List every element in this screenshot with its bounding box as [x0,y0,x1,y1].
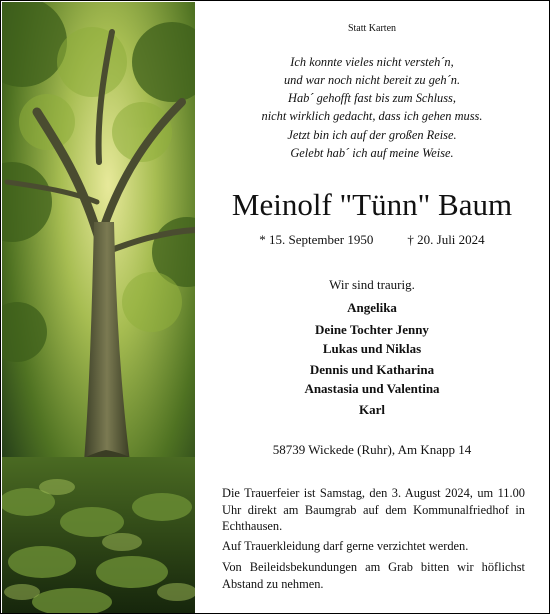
family-address: 58739 Wickede (Ruhr), Am Knapp 14 [272,442,472,457]
mourner-group-1 [195,321,549,358]
mourner-name: Anastasia und Valentina [304,380,440,396]
tree-illustration [2,2,195,613]
mourner-name: Karl [359,402,385,417]
obituary-text-column [195,1,549,613]
poem-line: und war noch nicht bereit zu geh´n. [283,73,461,87]
poem-line: Hab´ gehofft fast bis zum Schluss, [288,91,456,105]
deceased-name: Meinolf "Tünn" Baum [231,187,513,222]
header-label: Statt Karten [347,23,397,34]
poem-line: Jetzt bin ich auf der großen Reise. [287,128,457,142]
death-date: † 20. Juli 2024 [407,232,485,247]
poem-line: nicht wirklich gedacht, dass ich gehen muss. [261,109,483,123]
poem-stanza-2 [195,126,549,162]
mourner-name: Angelika [347,300,397,315]
tree-photo [2,2,195,613]
mourner-group-2 [195,361,549,398]
mourners-intro: Wir sind traurig. [329,277,415,292]
mourner-name: Dennis und Katharina [309,362,435,377]
mourner-name: Lukas und Niklas [322,340,422,356]
life-dates [195,232,549,248]
funeral-notice: Die Trauerfeier ist Samstag, den 3. August 2024, um 11.00 Uhr direkt am Baumgrab auf dem Kommunalfriedhof in Echthausen. [222,486,525,533]
poem-line: Gelebt hab´ ich auf meine Weise. [290,146,454,160]
clothing-notice: Auf Trauerkleidung darf gerne verzichtet werden. [222,539,469,553]
birth-date: * 15. September 1950 [259,232,374,247]
condolence-notice: Von Beileidsbekundungen am Grab bitten wir höflichst Abstand zu nehmen. [222,560,525,591]
poem-line: Ich konnte vieles nicht versteh´n, [290,55,454,69]
mourner-name: Deine Tochter Jenny [315,322,429,337]
poem-stanza-1 [195,53,549,125]
